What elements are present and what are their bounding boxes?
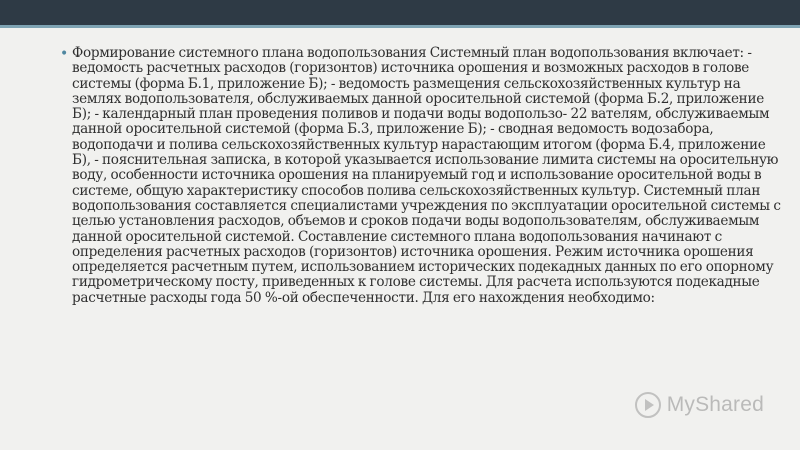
bullet-item <box>60 46 782 306</box>
myshared-logo-icon <box>635 392 661 418</box>
header-bar <box>0 0 800 25</box>
watermark-text: MyShared <box>666 393 764 416</box>
header-stripe <box>0 25 800 28</box>
slide-content <box>60 46 782 306</box>
bullet-text: Формирование системного плана водопользования Системный план водопользования включает: - ведомость расчетных расходов (горизонтов) источника орошения и возможных расходов в голове системы (форма Б.1, приложение Б); - ведомость размещения сельскохозяйственных культур на землях водопользователя, обслуживаемых данной оросительной системой (форма Б.2, приложение Б); - календарный план проведения поливов и подачи воды водопользо- 22 вателям, обслуживаемым данной оросительной системой (форма Б.3, приложение Б); - сводная ведомость водозабора, водоподачи и полива сельскохозяйственных культур нарастающим итогом (форма Б.4, приложение Б), - пояснительная записка, в которой указывается использование лимита системы на оросительную воду, особенности источника орошения на планируемый год и использование оросительной воды в системе, общую характеристику способов полива сельскохозяйственных культур. Системный план водопользования составляется специалистами учреждения по эксплуатации оросительной системы с целью установления расходов, объемов и сроков подачи воды водопользователям, обслуживаемым данной оросительной системой. Составление системного плана водопользования начинают с определения расчетных расходов (горизонтов) источника орошения. Режим источника орошения определяется расчетным путем, использованием исторических подекадных данных по его опорному гидрометрическому посту, приведенных к голове системы. Для расчета используются подекадные расчетные расходы года 50 %-ой обеспеченности. Для его нахождения необходимо: <box>72 45 781 306</box>
watermark-logo <box>635 390 764 420</box>
bullet-marker: • <box>60 46 69 62</box>
